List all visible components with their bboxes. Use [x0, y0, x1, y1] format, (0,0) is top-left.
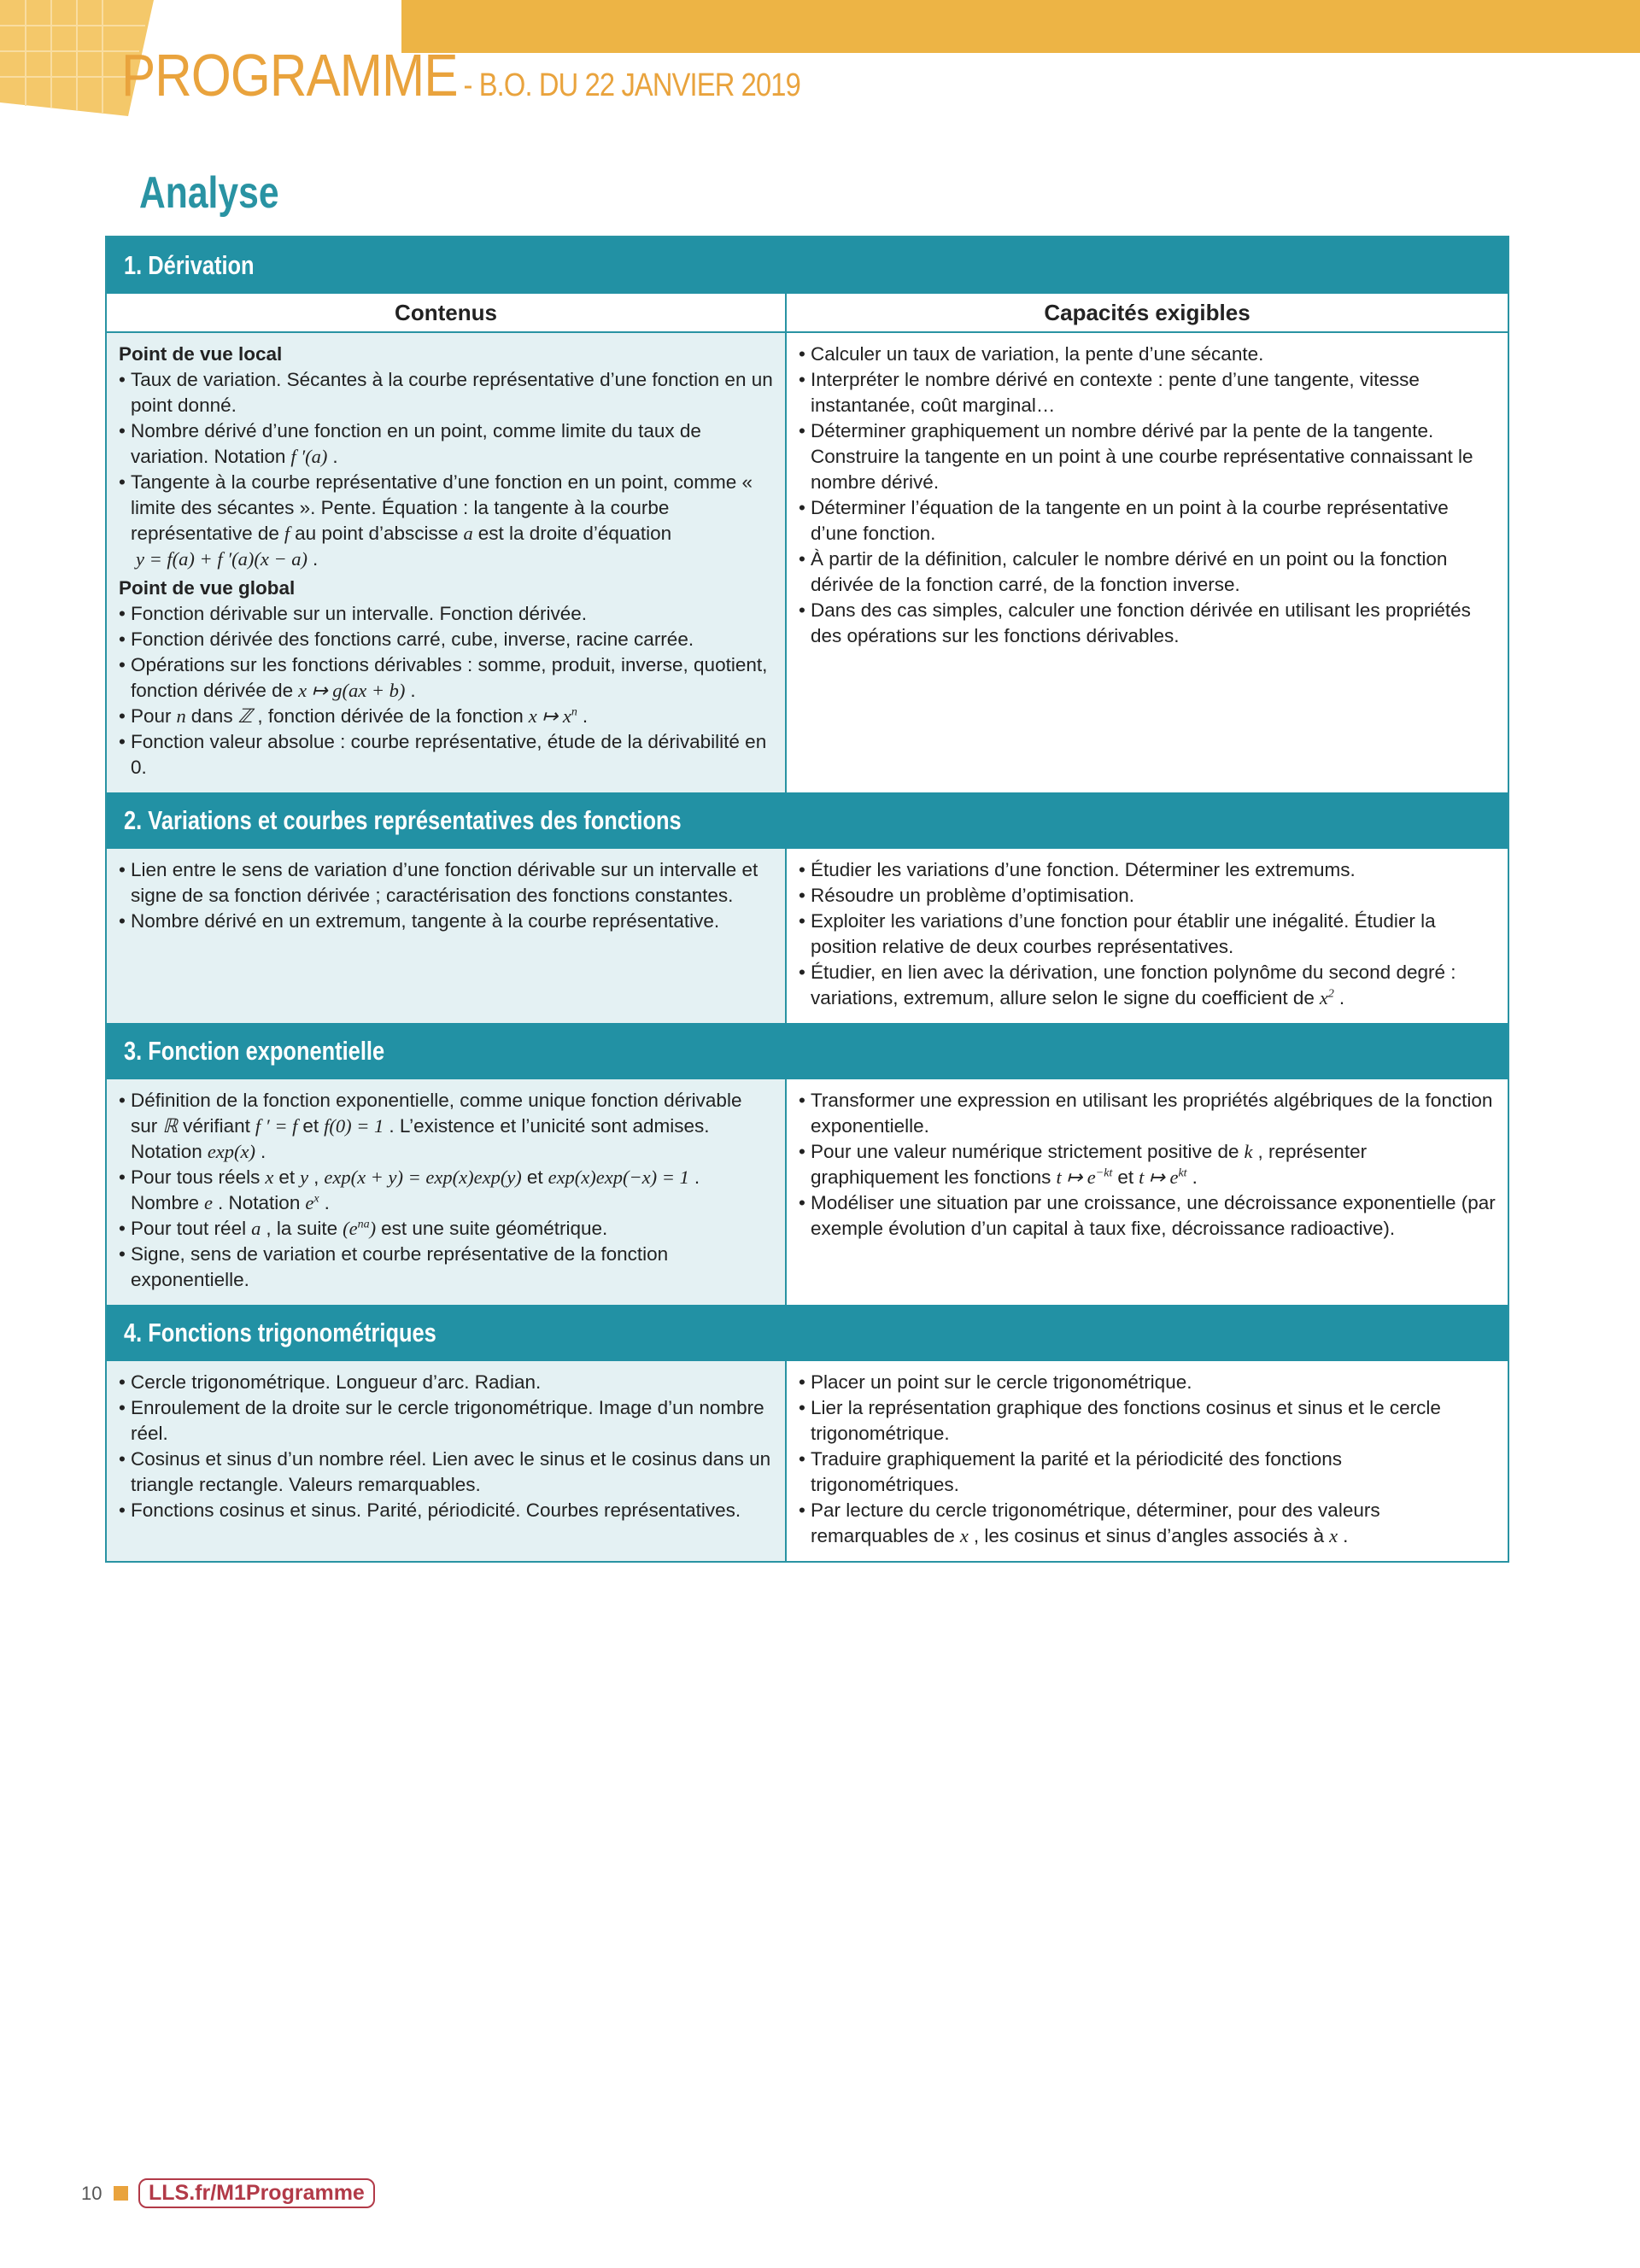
cell-capacites-exponentielle	[787, 1079, 1508, 1305]
list-item: • Calculer un taux de variation, la pente d’une sécante.	[799, 342, 1496, 367]
cell-contenus-exponentielle	[107, 1079, 787, 1305]
math-expression: $(e^{na})$	[343, 1218, 377, 1239]
list-item: • Exploiter les variations d’une fonction pour établir une inégalité. Étudier la position relative de deux courbes représentatives.	[799, 909, 1496, 960]
list-item: • Fonction dérivable sur un intervalle. Fonction dérivée.	[119, 601, 773, 627]
cell-contenus-variations	[107, 849, 787, 1023]
page-title	[121, 41, 800, 109]
column-header-capacites: Capacités exigibles	[787, 294, 1508, 333]
list-item: • Dans des cas simples, calculer une fonction dérivée en utilisant les propriétés des opérations sur les fonctions dérivables.	[799, 598, 1496, 649]
math-expression: f	[284, 523, 290, 544]
math-expression: x ↦ $x^n$	[528, 705, 577, 727]
list-item: • Cercle trigonométrique. Longueur d’arc. Radian.	[119, 1370, 773, 1395]
math-expression: n	[176, 705, 186, 727]
list-item: • Résoudre un problème d’optimisation.	[799, 883, 1496, 909]
cell-capacites-derivation	[787, 333, 1508, 792]
cell-contenus-derivation	[107, 333, 787, 792]
list-item: • Pour n dans ℤ , fonction dérivée de la fonction x ↦ $x^n$ .	[119, 704, 773, 729]
math-expression: x	[265, 1166, 274, 1188]
list-item: • Placer un point sur le cercle trigonométrique.	[799, 1370, 1496, 1395]
table-row-trigonometrie	[107, 1361, 1508, 1561]
section-band-derivation: 1. Dérivation	[107, 237, 1508, 294]
math-expression: f ′(a)	[290, 446, 328, 467]
column-header-contenus: Contenus	[107, 294, 787, 333]
math-expression: x	[959, 1525, 969, 1546]
programme-table	[105, 236, 1509, 1563]
page-number: 10	[81, 2182, 102, 2204]
list-item: • Tangente à la courbe représentative d’une fonction en un point, comme « limite des sécantes ». Pente. Équation : la tangente à la courbe représentative de f au point d’abscisse a est la droite d’équation y = f(a) + f ′(a)(x − a) .	[119, 470, 773, 572]
list-item: • Lien entre le sens de variation d’une fonction dérivable sur un intervalle et signe de sa fonction dérivée ; caractérisation des fonctions constantes.	[119, 857, 773, 909]
list-item: • Étudier, en lien avec la dérivation, une fonction polynôme du second degré : variations, extremum, allure selon le signe du coefficient de $x^2$ .	[799, 960, 1496, 1011]
list-item: • Définition de la fonction exponentielle, comme unique fonction dérivable sur ℝ vérifiant f ′ = f et f(0) = 1 . L’existence et l’unicité sont admises. Notation exp(x) .	[119, 1088, 773, 1165]
math-expression: y	[300, 1166, 309, 1188]
list-item: • Fonction valeur absolue : courbe représentative, étude de la dérivabilité en 0.	[119, 729, 773, 780]
list-item: • Lier la représentation graphique des fonctions cosinus et sinus et le cercle trigonométrique.	[799, 1395, 1496, 1447]
math-expression: y = f(a) + f ′(a)(x − a)	[136, 548, 308, 570]
math-expression: exp(x)	[207, 1141, 256, 1162]
programme-link[interactable]: LLS.fr/M1Programme	[138, 2178, 375, 2208]
math-expression: exp(x + y) = exp(x)exp(y)	[324, 1166, 522, 1188]
list-item: • Cosinus et sinus d’un nombre réel. Lien avec le sinus et le cosinus dans un triangle rectangle. Valeurs remarquables.	[119, 1447, 773, 1498]
math-expression: a	[463, 523, 473, 544]
list-item: • Traduire graphiquement la parité et la périodicité des fonctions trigonométriques.	[799, 1447, 1496, 1498]
list-item: • Pour tous réels x et y , exp(x + y) = exp(x)exp(y) et exp(x)exp(−x) = 1 . Nombre e . Notation $e^x$ .	[119, 1165, 773, 1216]
table-row-exponentielle	[107, 1079, 1508, 1305]
math-expression: k	[1244, 1141, 1253, 1162]
section-band-trigonometrie: 4. Fonctions trigonométriques	[107, 1305, 1508, 1361]
table-row-derivation	[107, 333, 1508, 792]
page-footer	[81, 2178, 375, 2208]
math-expression: x	[1329, 1525, 1338, 1546]
math-expression: f(0) = 1	[324, 1115, 384, 1137]
math-expression: $x^2$	[1319, 987, 1334, 1008]
list-item: • Fonctions cosinus et sinus. Parité, périodicité. Courbes représentatives.	[119, 1498, 773, 1523]
table-row-variations	[107, 849, 1508, 1023]
cell-capacites-variations	[787, 849, 1508, 1023]
list-item: • Interpréter le nombre dérivé en contexte : pente d’une tangente, vitesse instantanée, coût marginal…	[799, 367, 1496, 418]
subheading-global: Point de vue global	[119, 577, 296, 599]
cell-capacites-trigonometrie	[787, 1361, 1508, 1561]
math-expression: $e^x$	[305, 1192, 319, 1213]
list-item: • Signe, sens de variation et courbe représentative de la fonction exponentielle.	[119, 1242, 773, 1293]
list-item: • Enroulement de la droite sur le cercle trigonométrique. Image d’un nombre réel.	[119, 1395, 773, 1447]
cell-contenus-trigonometrie	[107, 1361, 787, 1561]
list-item: • Par lecture du cercle trigonométrique, déterminer, pour des valeurs remarquables de x , les cosinus et sinus d’angles associés à x .	[799, 1498, 1496, 1549]
math-expression: x ↦ g(ax + b)	[298, 680, 406, 701]
list-item: • Pour tout réel a , la suite $(e^{na})$ est une suite géométrique.	[119, 1216, 773, 1242]
square-bullet-icon	[114, 2186, 128, 2201]
section-band-variations: 2. Variations et courbes représentatives des fonctions	[107, 792, 1508, 849]
math-expression: ℝ	[162, 1115, 179, 1137]
list-item: • Pour une valeur numérique strictement positive de k , représenter graphiquement les fonctions t ↦ $e^{-kt}$ et t ↦ $e^{kt}$ .	[799, 1139, 1496, 1190]
programme-title: PROGRAMME	[121, 42, 458, 108]
section-title: Analyse	[139, 168, 279, 218]
list-item: • À partir de la définition, calculer le nombre dérivé en un point ou la fonction dérivée de la fonction carré, de la fonction inverse.	[799, 547, 1496, 598]
list-item: • Transformer une expression en utilisant les propriétés algébriques de la fonction exponentielle.	[799, 1088, 1496, 1139]
list-item: • Nombre dérivé en un extremum, tangente à la courbe représentative.	[119, 909, 773, 934]
section-band-exponentielle: 3. Fonction exponentielle	[107, 1023, 1508, 1079]
list-item: • Opérations sur les fonctions dérivables : somme, produit, inverse, quotient, fonction dérivée de x ↦ g(ax + b) .	[119, 652, 773, 704]
list-item: • Déterminer l’équation de la tangente en un point à la courbe représentative d’une fonction.	[799, 495, 1496, 547]
list-item: • Étudier les variations d’une fonction. Déterminer les extremums.	[799, 857, 1496, 883]
programme-subtitle: - B.O. DU 22 JANVIER 2019	[463, 67, 800, 103]
subheading-local: Point de vue local	[119, 343, 283, 365]
math-expression: exp(x)exp(−x) = 1	[548, 1166, 689, 1188]
math-expression: t ↦ $e^{-kt}$	[1056, 1166, 1113, 1188]
math-expression: e	[204, 1192, 214, 1213]
list-item: • Modéliser une situation par une croissance, une décroissance exponentielle (par exemple évolution d’un capital à taux fixe, décroissance radioactive).	[799, 1190, 1496, 1242]
list-item: • Déterminer graphiquement un nombre dérivé par la pente de la tangente. Construire la tangente en un point à une courbe représentative connaissant le nombre dérivé.	[799, 418, 1496, 495]
math-expression: ℤ	[237, 705, 253, 727]
math-expression: f ′ = f	[255, 1115, 298, 1137]
list-item: • Nombre dérivé d’une fonction en un point, comme limite du taux de variation. Notation f ′(a) .	[119, 418, 773, 470]
list-item: • Fonction dérivée des fonctions carré, cube, inverse, racine carrée.	[119, 627, 773, 652]
math-expression: a	[251, 1218, 261, 1239]
math-expression: t ↦ $e^{kt}$	[1139, 1166, 1187, 1188]
list-item: • Taux de variation. Sécantes à la courbe représentative d’une fonction en un point donné.	[119, 367, 773, 418]
column-header-row	[107, 294, 1508, 333]
